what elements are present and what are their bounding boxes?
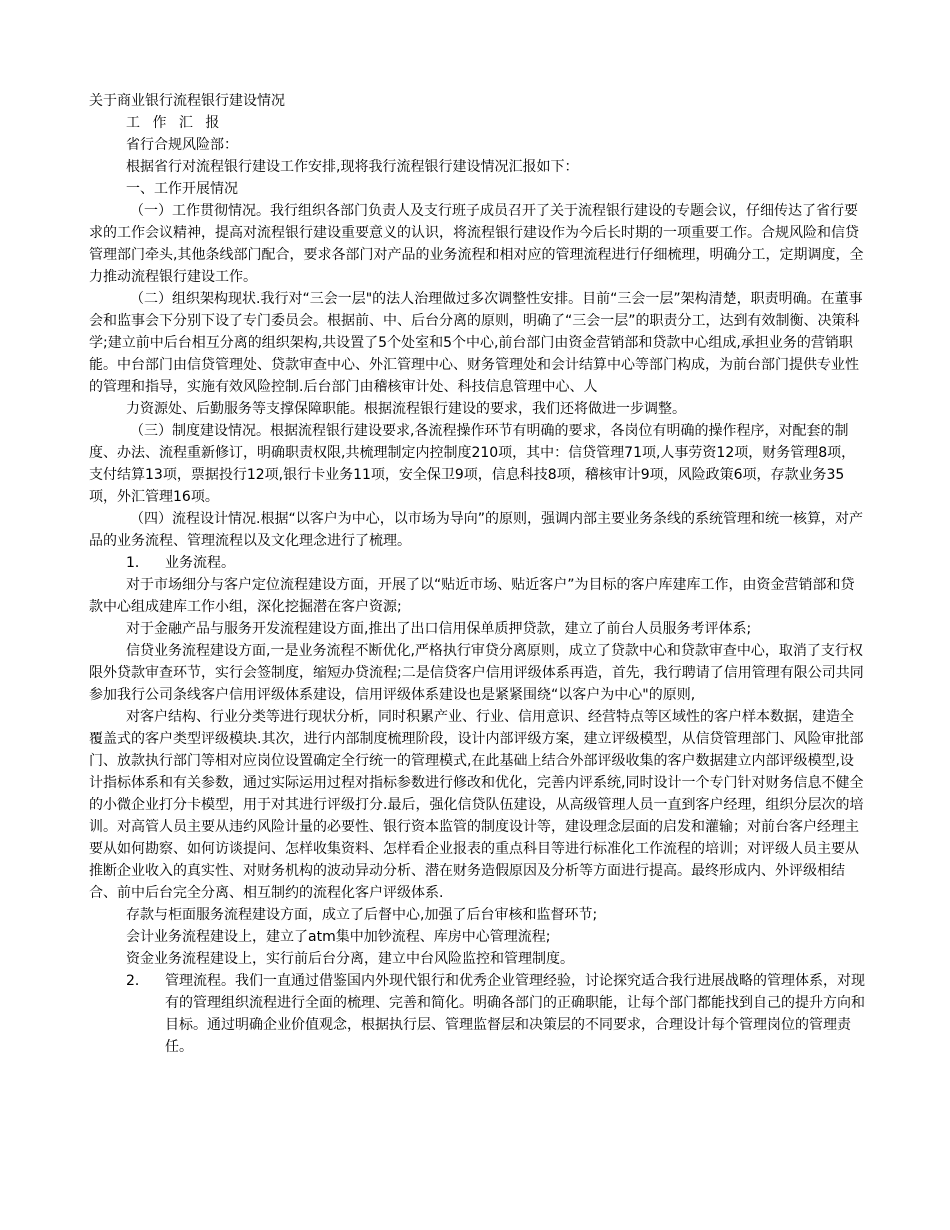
paragraph-work-implementation: （一）工作贯彻情况。我行组织各部门负责人及支行班子成员召开了关于流程银行建设的专题会议，仔细传达了省行要求的工作会议精神，提高对流程银行建设重要意义的认识，将流程银行建设作为今后长时期的一项重要工作。合规风险和信贷管理部门牵头,其他条线部门配合，要求各部门对产品的业务流程和相对应的管理流程进行仔细梳理，明确分工，定期调度，全力推动流程银行建设工作。 xyxy=(89,203,864,285)
paragraph-organization-cont: 力资源处、后勤服务等支撑保障职能。根据流程银行建设的要求，我们还将做进一步调整。 xyxy=(126,401,686,417)
paragraph-customer-analysis: 对客户结构、行业分类等进行现状分析，同时积累产业、行业、信用意识、经营特点等区域性的客户样本数据，建造全覆盖式的客户类型评级模块.其次，进行内部制度梳理阶段，设计内部评级方案，建立评级模型，从信贷管理部门、风险审批部门、放款执行部门等相对应岗位设置确定全行统一的管理模式,在此基础上结合外部评级收集的客户数据建立内部评级模型,设计指标体系和有关参数，通过实际运用过程对指标参数进行修改和优化，完善内评系统,同时设计一个专门针对财务信息不健全的小微企业打分卡模型，用于对其进行评级打分.最后，强化信贷队伍建设，从高级管理人员一直到客户经理，组织分层次的培训。对高管人员主要从违约风险计量的必要性、银行资本监管的制度设计等，建设理念层面的启发和灌输；对前台客户经理主要从如何勘察、如何访谈提问、怎样收集资料、怎样看企业报表的重点科目等进行标准化工作流程的培训；对评级人员主要从推断企业收入的真实性、对财务机构的波动异动分析、潜在财务造假原因及分析等方面进行提高。最终形成内、外评级相结合、前中后台完全分离、相互制约的流程化客户评级体系. xyxy=(89,709,864,901)
list-item-management-process xyxy=(89,970,865,1058)
section-heading: 一、工作开展情况 xyxy=(126,181,238,197)
paragraph-system-building: （三）制度建设情况。根据流程银行建设要求,各流程操作环节有明确的要求，各岗位有明确的操作程序，对配套的制度、办法、流程重新修订，明确职责权限,共梳理制定内控制度210项，其中：信贷管理71项,人事劳资12项，财务管理8项，支付结算13项，票据投行12项,银行卡业务11项，安全保卫9项，信息科技8项，稽核审计9项，风险政策6项，存款业务35项，外汇管理16项。 xyxy=(89,423,856,505)
paragraph-market-segmentation: 对于市场细分与客户定位流程建设方面，开展了以“贴近市场、贴近客户”为目标的客户库建库工作，由资金营销部和贷款中心组成建库工作小组，深化挖掘潜在客户资源; xyxy=(89,577,855,615)
document-subtitle: 工 作 汇 报 xyxy=(126,115,224,131)
list-item-text: 业务流程。 xyxy=(165,555,235,571)
paragraph-accounting: 会计业务流程建设上，建立了atm集中加钞流程、库房中心管理流程; xyxy=(126,929,551,945)
document-title: 关于商业银行流程银行建设情况 xyxy=(89,93,285,109)
list-item-text: 管理流程。我们一直通过借鉴国内外现代银行和优秀企业管理经验，讨论探究适合我行进展战略的管理体系，对现有的管理组织流程进行全面的梳理、完善和简化。明确各部门的正确职能，让每个部门都能找到自己的提升方向和目标。通过明确企业价值观念，根据执行层、管理监督层和决策层的不同要求，合理设计每个管理岗位的管理责任。 xyxy=(165,973,865,1055)
paragraph-organization: （二）组织架构现状.我行对“三会一层"的法人治理做过多次调整性安排。目前“三会一层”架构清楚，职责明确。在董事会和监事会下分别下设了专门委员会。根据前、中、后台分离的原则，明确了“三会一层”的职责分工，达到有效制衡、决策科学;建立前中后台相互分离的组织架构,共设置了5个处室和5个中心,前台部门由资金营销部和贷款中心组成,承担业务的营销职能。中台部门由信贷管理处、贷款审查中心、外汇管理中心、财务管理处和会计结算中心等部门构成，为前台部门提供专业性的管理和指导，实施有效风险控制.后台部门由稽核审计处、科技信息管理中心、人 xyxy=(89,291,863,395)
document-body xyxy=(89,90,865,1058)
paragraph-process-design: （四）流程设计情况.根据“以客户为中心，以市场为导向”的原则，强调内部主要业务条线的系统管理和统一核算，对产品的业务流程、管理流程以及文化理念进行了梳理。 xyxy=(89,511,863,549)
list-item-number: 2． xyxy=(126,973,149,989)
intro-paragraph: 根据省行对流程银行建设工作安排,现将我行流程银行建设情况汇报如下： xyxy=(126,159,579,175)
paragraph-deposit-counter: 存款与柜面服务流程建设方面，成立了后督中心,加强了后台审核和监督环节; xyxy=(126,907,598,923)
list-item-business-process xyxy=(89,552,865,574)
paragraph-treasury: 资金业务流程建设上，实行前后台分离，建立中台风险监控和管理制度。 xyxy=(126,951,574,967)
addressee: 省行合规风险部： xyxy=(126,137,238,153)
paragraph-product-development: 对于金融产品与服务开发流程建设方面,推出了出口信用保单质押贷款，建立了前台人员服务考评体系; xyxy=(126,621,752,637)
paragraph-credit-process: 信贷业务流程建设方面,一是业务流程不断优化,严格执行审贷分离原则，成立了贷款中心和贷款审查中心，取消了支行权限外贷款审查环节，实行会签制度，缩短办贷流程;二是信贷客户信用评级体系再造，首先，我行聘请了信用管理有限公司共同参加我行公司条线客户信用评级体系建设，信用评级体系建设也是紧紧围绕“以客户为中心"的原则, xyxy=(89,643,864,703)
list-item-number: 1． xyxy=(126,555,149,571)
